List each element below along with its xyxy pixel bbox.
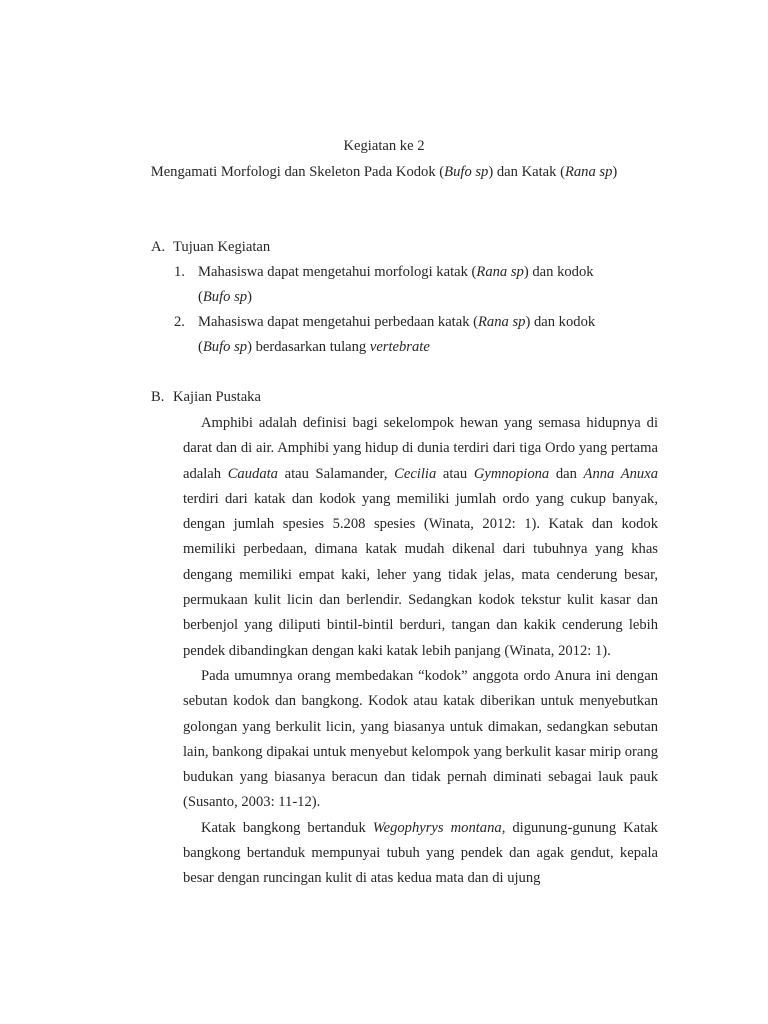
list-number: 2. — [174, 314, 185, 330]
paragraph-text: dan — [549, 465, 584, 482]
objectives-list — [174, 260, 624, 360]
species-name: Bufo sp — [202, 339, 248, 355]
section-title: Kajian Pustaka — [173, 389, 261, 405]
list-text-part: ) — [247, 289, 252, 305]
species-name: Rana sp — [478, 314, 526, 330]
section-title: Tujuan Kegiatan — [173, 239, 271, 255]
title-text-part: ) dan Katak ( — [488, 164, 565, 180]
title-species-rana: Rana sp — [564, 164, 613, 180]
term-italic: vertebrate — [369, 339, 430, 355]
paragraph-text: Amphibi adalah definisi bagi sekelompok hewan yang semasa hidupnya di darat dan di air. Amphibi yang hidup di dunia terdiri dari tiga Ordo yang pertama adalah — [183, 415, 658, 482]
paragraph — [183, 664, 658, 816]
list-number: 1. — [174, 264, 185, 280]
paragraph-text: atau — [436, 465, 474, 482]
list-text-part: ) dan kodok ( — [198, 264, 594, 305]
paragraph-text: atau Salamander, — [277, 465, 395, 482]
list-text-part: ) dan kodok ( — [198, 314, 596, 355]
paragraph — [183, 411, 658, 664]
taxon-name: Wegophyrys montana — [372, 819, 502, 836]
list-item — [174, 310, 624, 360]
paragraph-text: terdiri dari katak dan kodok yang memiliki jumlah ordo yang cukup banyak, dengan jumlah spesies 5.208 spesies (Winata, 2012: 1). Katak dan kodok memiliki perbedaan, dimana katak mudah dikenal dari tubuhnya yang khas dengang memiliki empat kaki, leher yang tidak jelas, mata cenderung besar, permukaan kulit licin dan berlendir. Sedangkan kodok tekstur kulit kasar dan berbenjol yang diliputi bintil-bintil berduri, tangan dan kakik cenderung lebih pendek dibandingkan dengan kaki katak lebih panjang (Winata, 2012: 1). — [183, 490, 658, 659]
title-text-part: ) — [612, 164, 618, 180]
paragraph-text: , digunung-gunung Katak bangkong bertanduk mempunyai tubuh yang pendek dan agak gendut, kepala besar dengan runcingan kulit di atas kedua mata dan di ujung — [183, 819, 658, 887]
list-text-part: Mahasiswa dapat mengetahui morfologi katak ( — [198, 264, 477, 280]
title-text-part: Mengamati Morfologi dan Skeleton Pada Kodok ( — [150, 164, 445, 180]
list-item — [174, 260, 624, 310]
activity-label — [0, 136, 768, 156]
title-species-bufo: Bufo sp — [444, 164, 489, 180]
section-b-heading — [151, 387, 261, 407]
section-a-heading — [151, 237, 270, 257]
paragraph — [183, 816, 658, 892]
literature-review-body — [183, 411, 658, 892]
paragraph-text: Katak bangkong bertanduk — [201, 819, 373, 836]
taxon-name: Gymnopiona — [473, 465, 550, 482]
paragraph-text: Pada umumnya orang membedakan “kodok” anggota ordo Anura ini dengan sebutan kodok dan bangkong. Kodok atau katak diberikan untuk menyebutkan golongan yang berkulit licin, yang biasanya untuk dimakan, sedangkan sebutan lain, bankong dipakai untuk menyebut kelompok yang berkulit kasar mirip orang budukan yang biasanya beracun dan tidak pernah diminati sebagai lauk pauk (Susanto, 2003: 11-12). — [183, 667, 658, 811]
list-text-part: Mahasiswa dapat mengetahui perbedaan katak ( — [198, 314, 479, 330]
species-name: Rana sp — [476, 264, 524, 280]
taxon-name: Caudata — [227, 465, 278, 482]
document-title — [0, 162, 768, 182]
taxon-name: Anna Anuxa — [583, 465, 658, 482]
species-name: Bufo sp — [202, 289, 248, 305]
activity-number-text: Kegiatan ke 2 — [343, 138, 425, 154]
section-letter: B. — [151, 389, 165, 405]
list-text-part: ) berdasarkan tulang — [247, 339, 370, 355]
section-letter: A. — [151, 239, 166, 255]
taxon-name: Cecilia — [394, 465, 437, 482]
